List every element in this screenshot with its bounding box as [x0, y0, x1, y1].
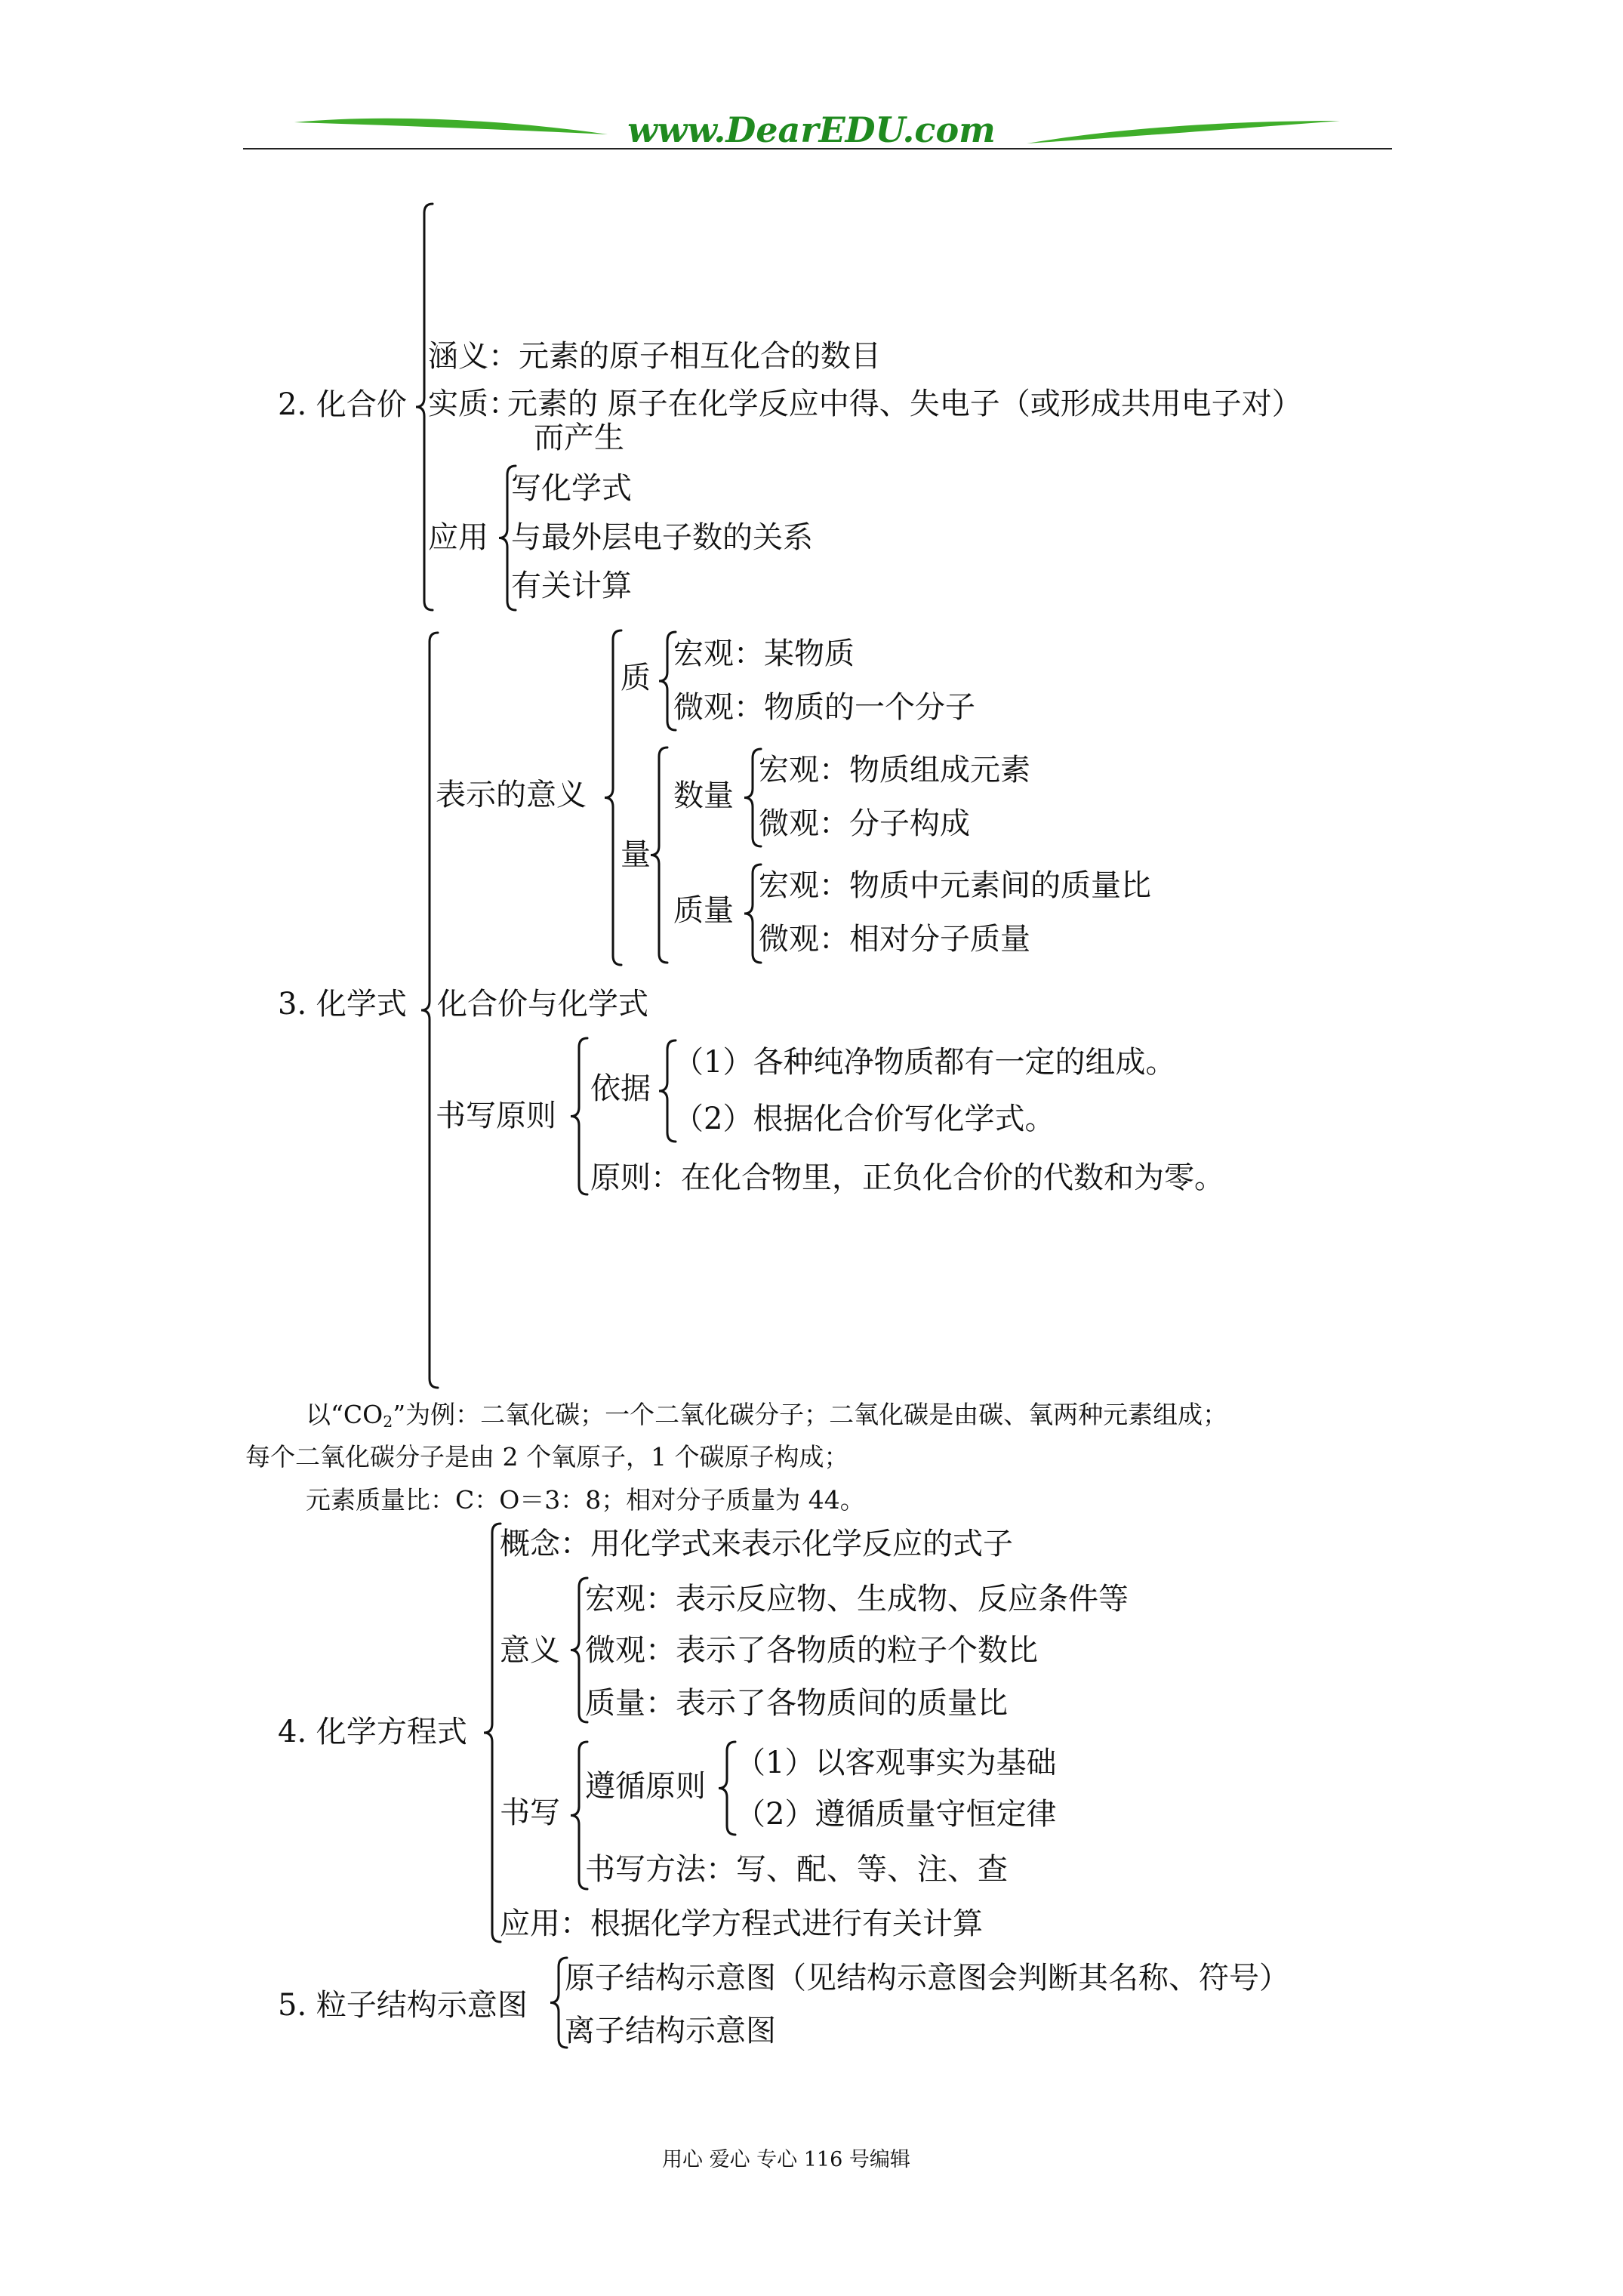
section3-number-item: 宏观：物质组成元素 — [759, 753, 1030, 787]
section3-principle: 原则：在化合物里，正负化合价的代数和为零。 — [590, 1160, 1224, 1195]
section3-basis-item: （2）根据化合价写化学式。 — [673, 1102, 1055, 1136]
section4-meaning-item: 宏观：表示反应物、生成物、反应条件等 — [585, 1582, 1129, 1616]
section4-meaning-item: 微观：表示了各物质的粒子个数比 — [585, 1633, 1038, 1668]
section2-application-label: 应用 — [428, 520, 488, 555]
section3-mass-label: 质量 — [673, 893, 734, 928]
section5-title: 5. 粒子结构示意图 — [278, 1988, 528, 2023]
section4-title: 4. 化学方程式 — [278, 1715, 467, 1749]
section2-essence-cont: 而产生 — [534, 421, 624, 455]
brace-section3-quantity — [651, 747, 667, 963]
section4-writing-label: 书写 — [500, 1795, 560, 1830]
brace-section4 — [484, 1524, 500, 1942]
brace-section3-writing — [571, 1038, 587, 1194]
section3-basis-label: 依据 — [590, 1071, 651, 1106]
brace-section3 — [421, 633, 438, 1388]
section3-mass-item: 微观：相对分子质量 — [759, 922, 1030, 957]
section2-application-item: 写化学式 — [511, 471, 632, 506]
section4-concept: 概念：用化学式来表示化学反应的式子 — [500, 1527, 1013, 1561]
section4-application: 应用：根据化学方程式进行有关计算 — [500, 1906, 983, 1941]
section2-title: 2. 化合价 — [278, 387, 407, 422]
section4-follow-item: （1）以客观事实为基础 — [735, 1746, 1057, 1780]
brace-section3-meaning — [605, 630, 621, 965]
section5-item: 离子结构示意图 — [565, 2014, 776, 2048]
section5-item: 原子结构示意图（见结构示意图会判断其名称、符号） — [565, 1961, 1289, 1996]
logo-text: www.DearEDU.com — [627, 109, 996, 150]
section2-essence-text: 元素的 原子在化学反应中得、失电子（或形成共用电子对） — [507, 387, 1302, 421]
section4-meaning-item: 质量：表示了各物质间的质量比 — [585, 1686, 1008, 1721]
section3-number-label: 数量 — [673, 778, 734, 813]
section3-writing-label: 书写原则 — [436, 1099, 556, 1133]
section2-connotation: 涵义：元素的原子相互化合的数目 — [428, 339, 881, 374]
section4-follow-item: （2）遵循质量守恒定律 — [735, 1797, 1057, 1832]
section2-application-item: 与最外层电子数的关系 — [511, 520, 813, 555]
footer-text: 用心 爱心 专心 116 号编辑 — [662, 2148, 910, 2171]
section2-application-item: 有关计算 — [511, 569, 632, 603]
section3-mass-item: 宏观：物质中元素间的质量比 — [759, 868, 1151, 903]
section3-meaning-label: 表示的意义 — [436, 778, 587, 812]
section3-valence-formula: 化合价与化学式 — [437, 987, 648, 1022]
section4-meaning-label: 意义 — [500, 1633, 560, 1668]
section2-essence-label: 实质： — [428, 387, 519, 421]
note-line-2: 每个二氧化碳分子是由 2 个氧原子，1 个碳原子构成； — [245, 1442, 849, 1472]
section3-quantity-label: 量 — [621, 837, 651, 872]
section3-number-item: 微观：分子构成 — [759, 806, 970, 841]
section3-quality-item: 宏观：某物质 — [673, 636, 855, 671]
section4-method: 书写方法：写、配、等、注、查 — [585, 1852, 1008, 1887]
section3-quality-item: 微观：物质的一个分子 — [673, 690, 975, 725]
section4-follow-label: 遵循原则 — [585, 1769, 706, 1804]
note-line-1: 以“$CO_2$”为例：二氧化碳；一个二氧化碳分子；二氧化碳是由碳、氧两种元素组成； — [306, 1400, 1228, 1432]
note-line-3: 元素质量比：C：O＝3：8；相对分子质量为 44。 — [306, 1485, 865, 1515]
brace-section4-follow — [719, 1742, 735, 1835]
section3-basis-item: （1）各种纯净物质都有一定的组成。 — [673, 1045, 1176, 1080]
section3-title: 3. 化学式 — [278, 987, 407, 1022]
section3-quality-label: 质 — [621, 661, 651, 695]
